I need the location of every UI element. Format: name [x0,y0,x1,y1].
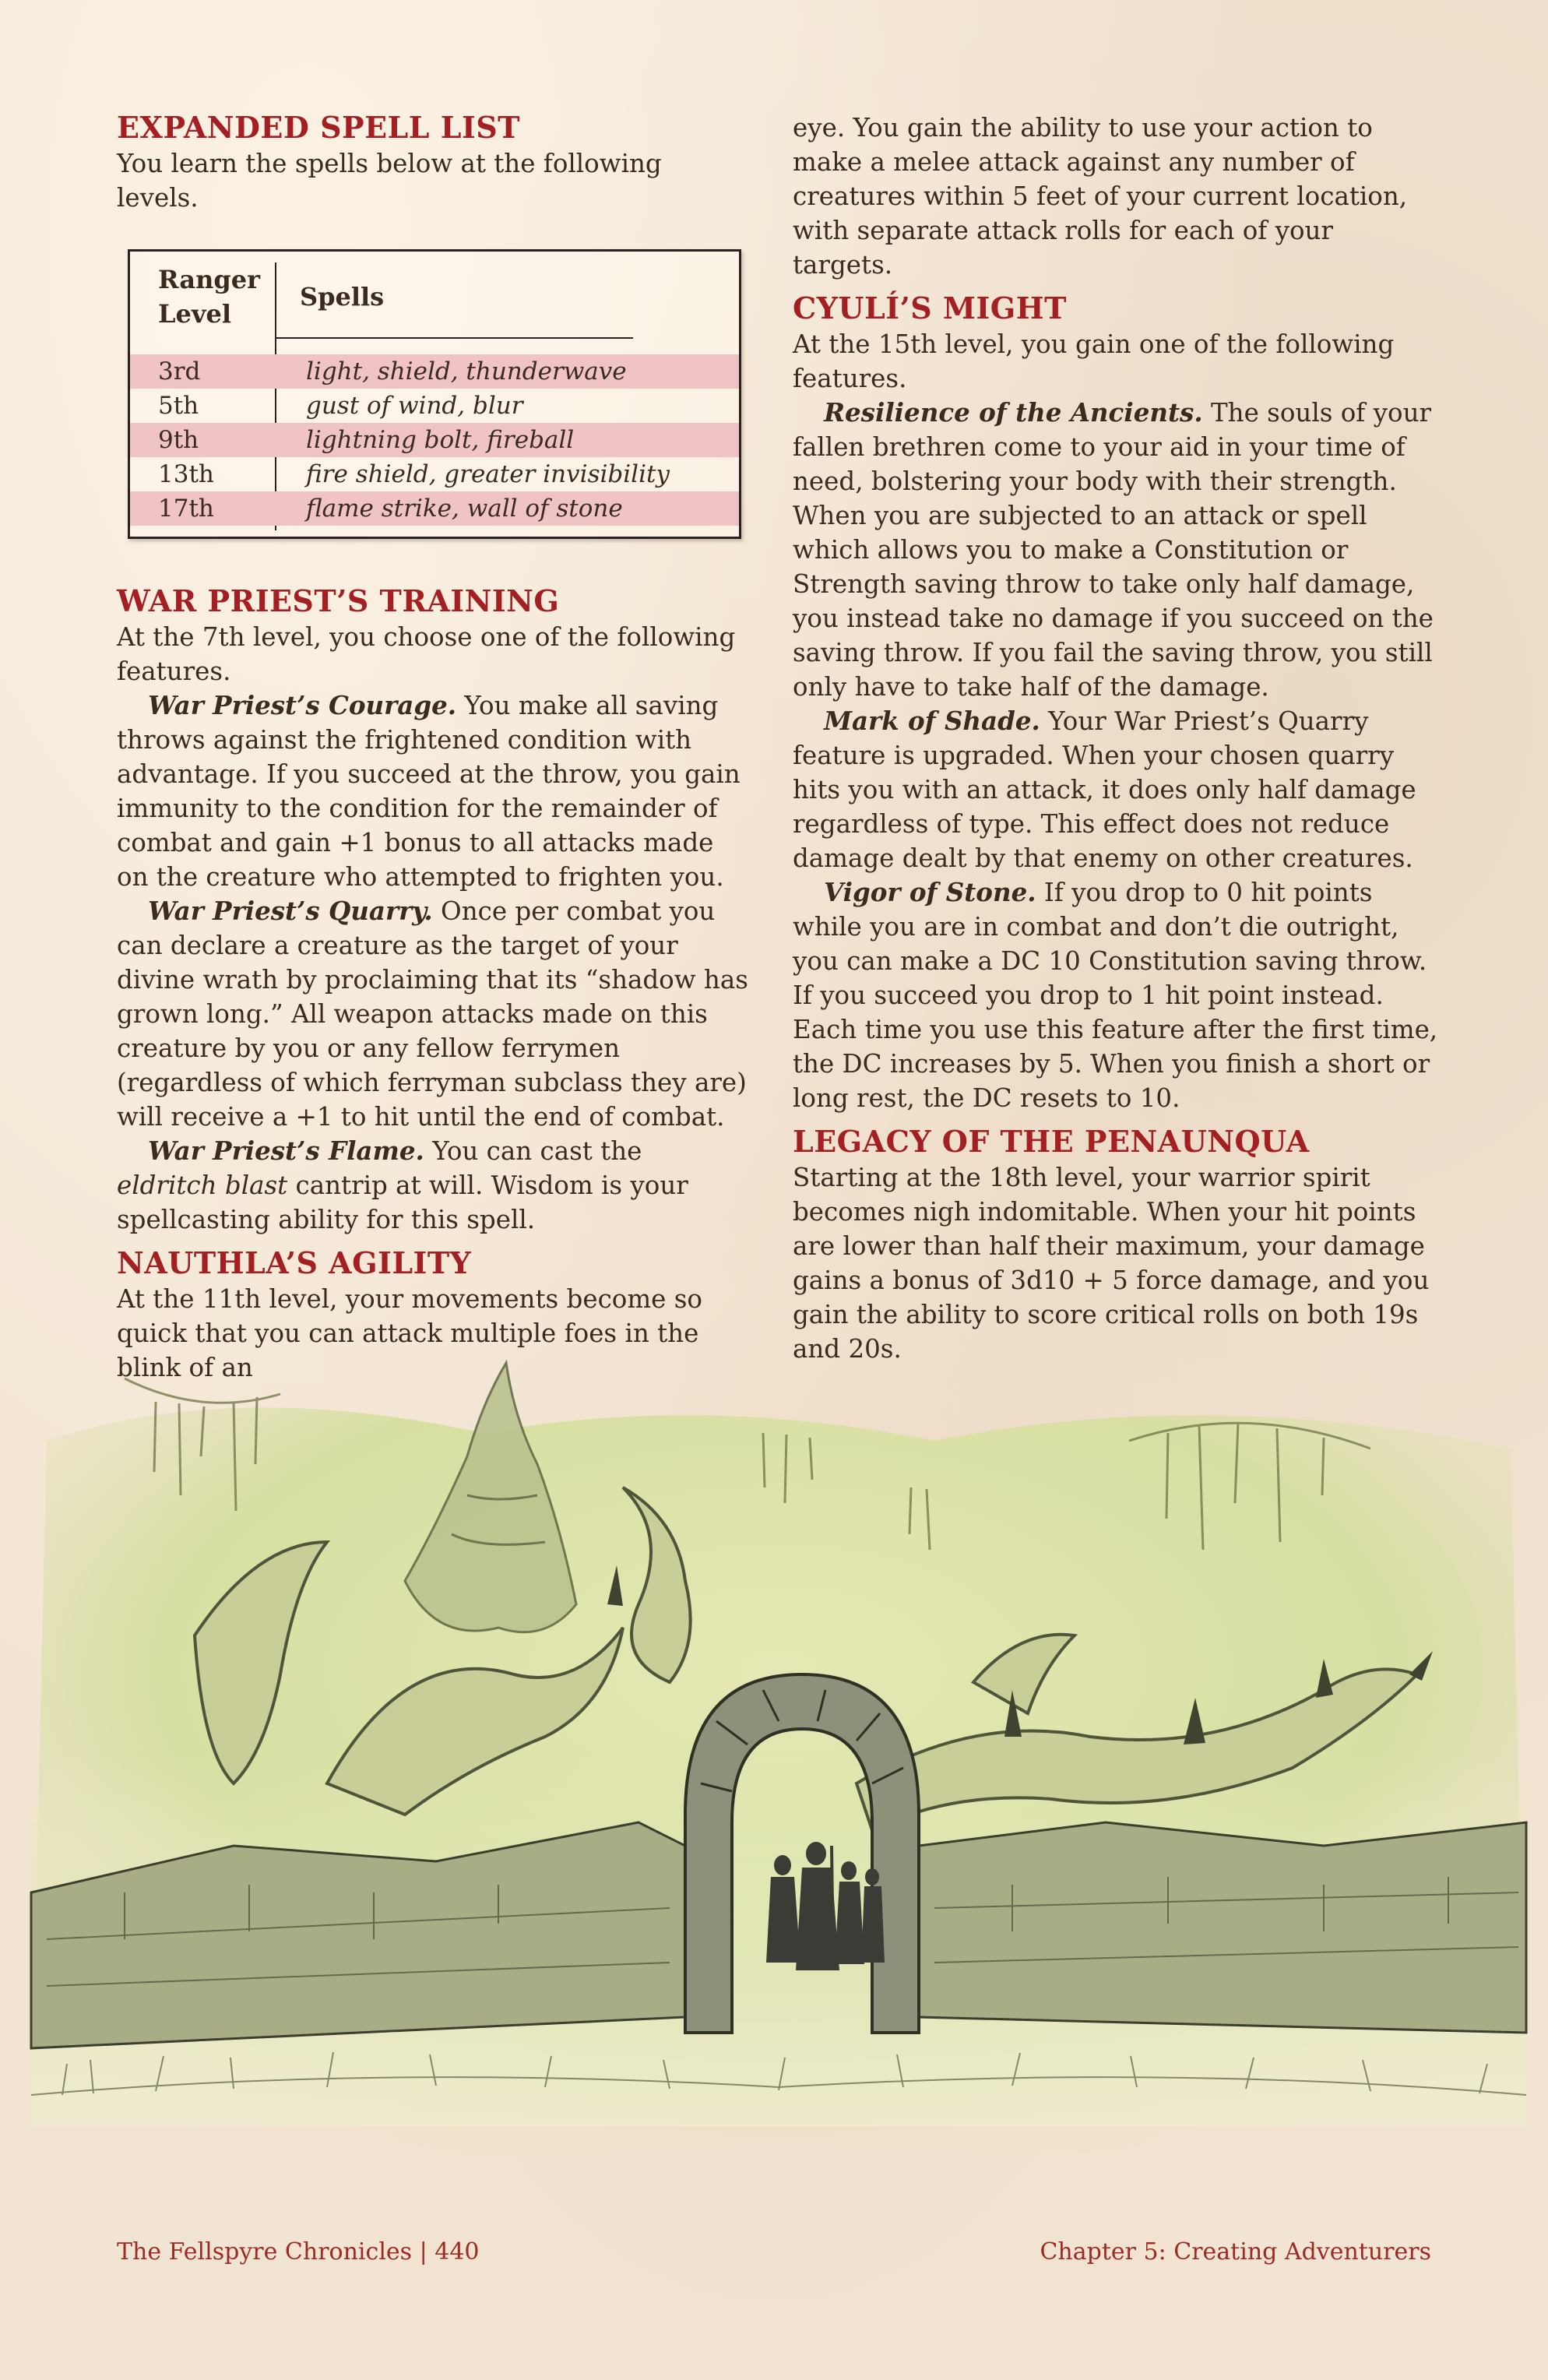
cyuli-vigor [793,875,1439,1115]
nauthla-text-continued: eye. You gain the ability to use your action to make a melee attack against any number of creatures within 5 feet of your current location, with separate attack rolls for each of your targets. [793,113,1408,280]
row-level: 9th [158,426,199,454]
footer-chapter: Chapter 5: Creating Adventurers [1040,2238,1431,2266]
legacy-heading: LEGACY OF THE PENAUNQUA [793,1124,1310,1159]
cyuli-heading: CYULÍ’S MIGHT [793,290,1067,326]
row-spells: light, shield, thunderwave [306,357,627,386]
war-priest-heading: WAR PRIEST’S TRAINING [117,583,560,618]
feature-text: You can cast the [424,1136,642,1166]
row-spells: lightning bolt, fireball [306,426,575,454]
feature-title: War Priest’s Courage. [148,690,457,720]
feature-text: cantrip at will. Wisdom is your spellcasting ability for this spell. [117,1171,688,1234]
legacy-text: Starting at the 18th level, your warrior spirit becomes nigh indomitable. When your hit points are lower than half their maximum, your damage gains a bonus of 3d10 + 5 force damage, and you gain the ability to score critical rolls on both 19s and 20s. [793,1163,1430,1364]
feature-title: War Priest’s Quarry. [148,896,433,926]
cyuli-intro: At the 15th level, you gain one of the following features. [793,329,1395,393]
table-header-spells: Spells [300,282,385,312]
table-header-level: Ranger Level [158,265,260,329]
nauthla-text: At the 11th level, your movements become so quick that you can attack multiple foes in the blink of an [117,1284,702,1382]
war-priest-courage [117,688,749,894]
table-divider-horizontal [275,337,633,339]
feature-text: Once per combat you can declare a creature as the target of your divine wrath by proclaiming that its “shadow has grown long.” All weapon attacks made on this creature by you or any fellow ferrymen (regardless of which ferryman subclass they are) will receive a +1 to hit until the end of combat. [117,896,748,1132]
war-priest-intro: At the 7th level, you choose one of the following features. [117,622,736,686]
row-spells: flame strike, wall of stone [306,495,623,523]
right-column [793,111,1439,1366]
spell-table [128,249,741,539]
cyuli-resilience [793,396,1439,704]
table-row [130,423,739,457]
feature-title: Mark of Shade. [824,706,1040,736]
row-level: 3rd [158,357,201,386]
nauthla-heading: NAUTHLA’S AGILITY [117,1245,472,1280]
feature-text: The souls of your fallen brethren come to your aid in your time of need, bolstering your body with their strength. When you are subjected to an attack or spell which allows you to make a Constitution or Strength saving throw to take only half damage, you instead take no damage if you succeed on the saving throw. If you fail the saving throw, you still only have to take half of the damage. [793,398,1434,702]
war-priest-flame [117,1134,749,1237]
feature-title: War Priest’s Flame. [148,1135,424,1166]
feature-text: You make all saving throws against the frightened condition with advantage. If you succeed at the throw, you gain immunity to the condition for the remainder of combat and gain +1 bonus to all attacks made on the creature who attempted to frighten you. [117,691,741,892]
left-column [117,109,749,1385]
feature-title: Resilience of the Ancients. [824,397,1203,428]
row-spells: fire shield, greater invisibility [306,460,670,488]
feature-title: Vigor of Stone. [824,877,1036,907]
row-level: 5th [158,392,199,420]
spell-name: eldritch blast [117,1171,288,1200]
war-priest-quarry [117,894,749,1134]
expanded-spell-list-intro: You learn the spells below at the following levels. [117,149,662,213]
expanded-spell-list-heading: EXPANDED SPELL LIST [117,110,520,145]
cyuli-shade [793,704,1439,875]
table-row [130,354,739,389]
swamp-ruins-illustration [0,1347,1548,2212]
table-rows [130,354,739,526]
feature-text: Your War Priest’s Quarry feature is upgraded. When your chosen quarry hits you with an attack, it does only half damage regardless of type. This effect does not reduce damage dealt by that enemy on other creatures. [793,706,1416,873]
row-level: 13th [158,460,214,488]
table-row [130,389,739,423]
feature-text: If you drop to 0 hit points while you are in combat and don’t die outright, you can make a DC 10 Constitution saving throw. If you succeed you drop to 1 hit point instead. Each time you use this feature after the first time, the DC increases by 5. When you finish a short or long rest, the DC resets to 10. [793,878,1438,1113]
table-row [130,491,739,526]
table-row [130,457,739,491]
footer-book-page: The Fellspyre Chronicles | 440 [117,2238,480,2266]
row-spells: gust of wind, blur [306,392,523,420]
row-level: 17th [158,495,214,523]
